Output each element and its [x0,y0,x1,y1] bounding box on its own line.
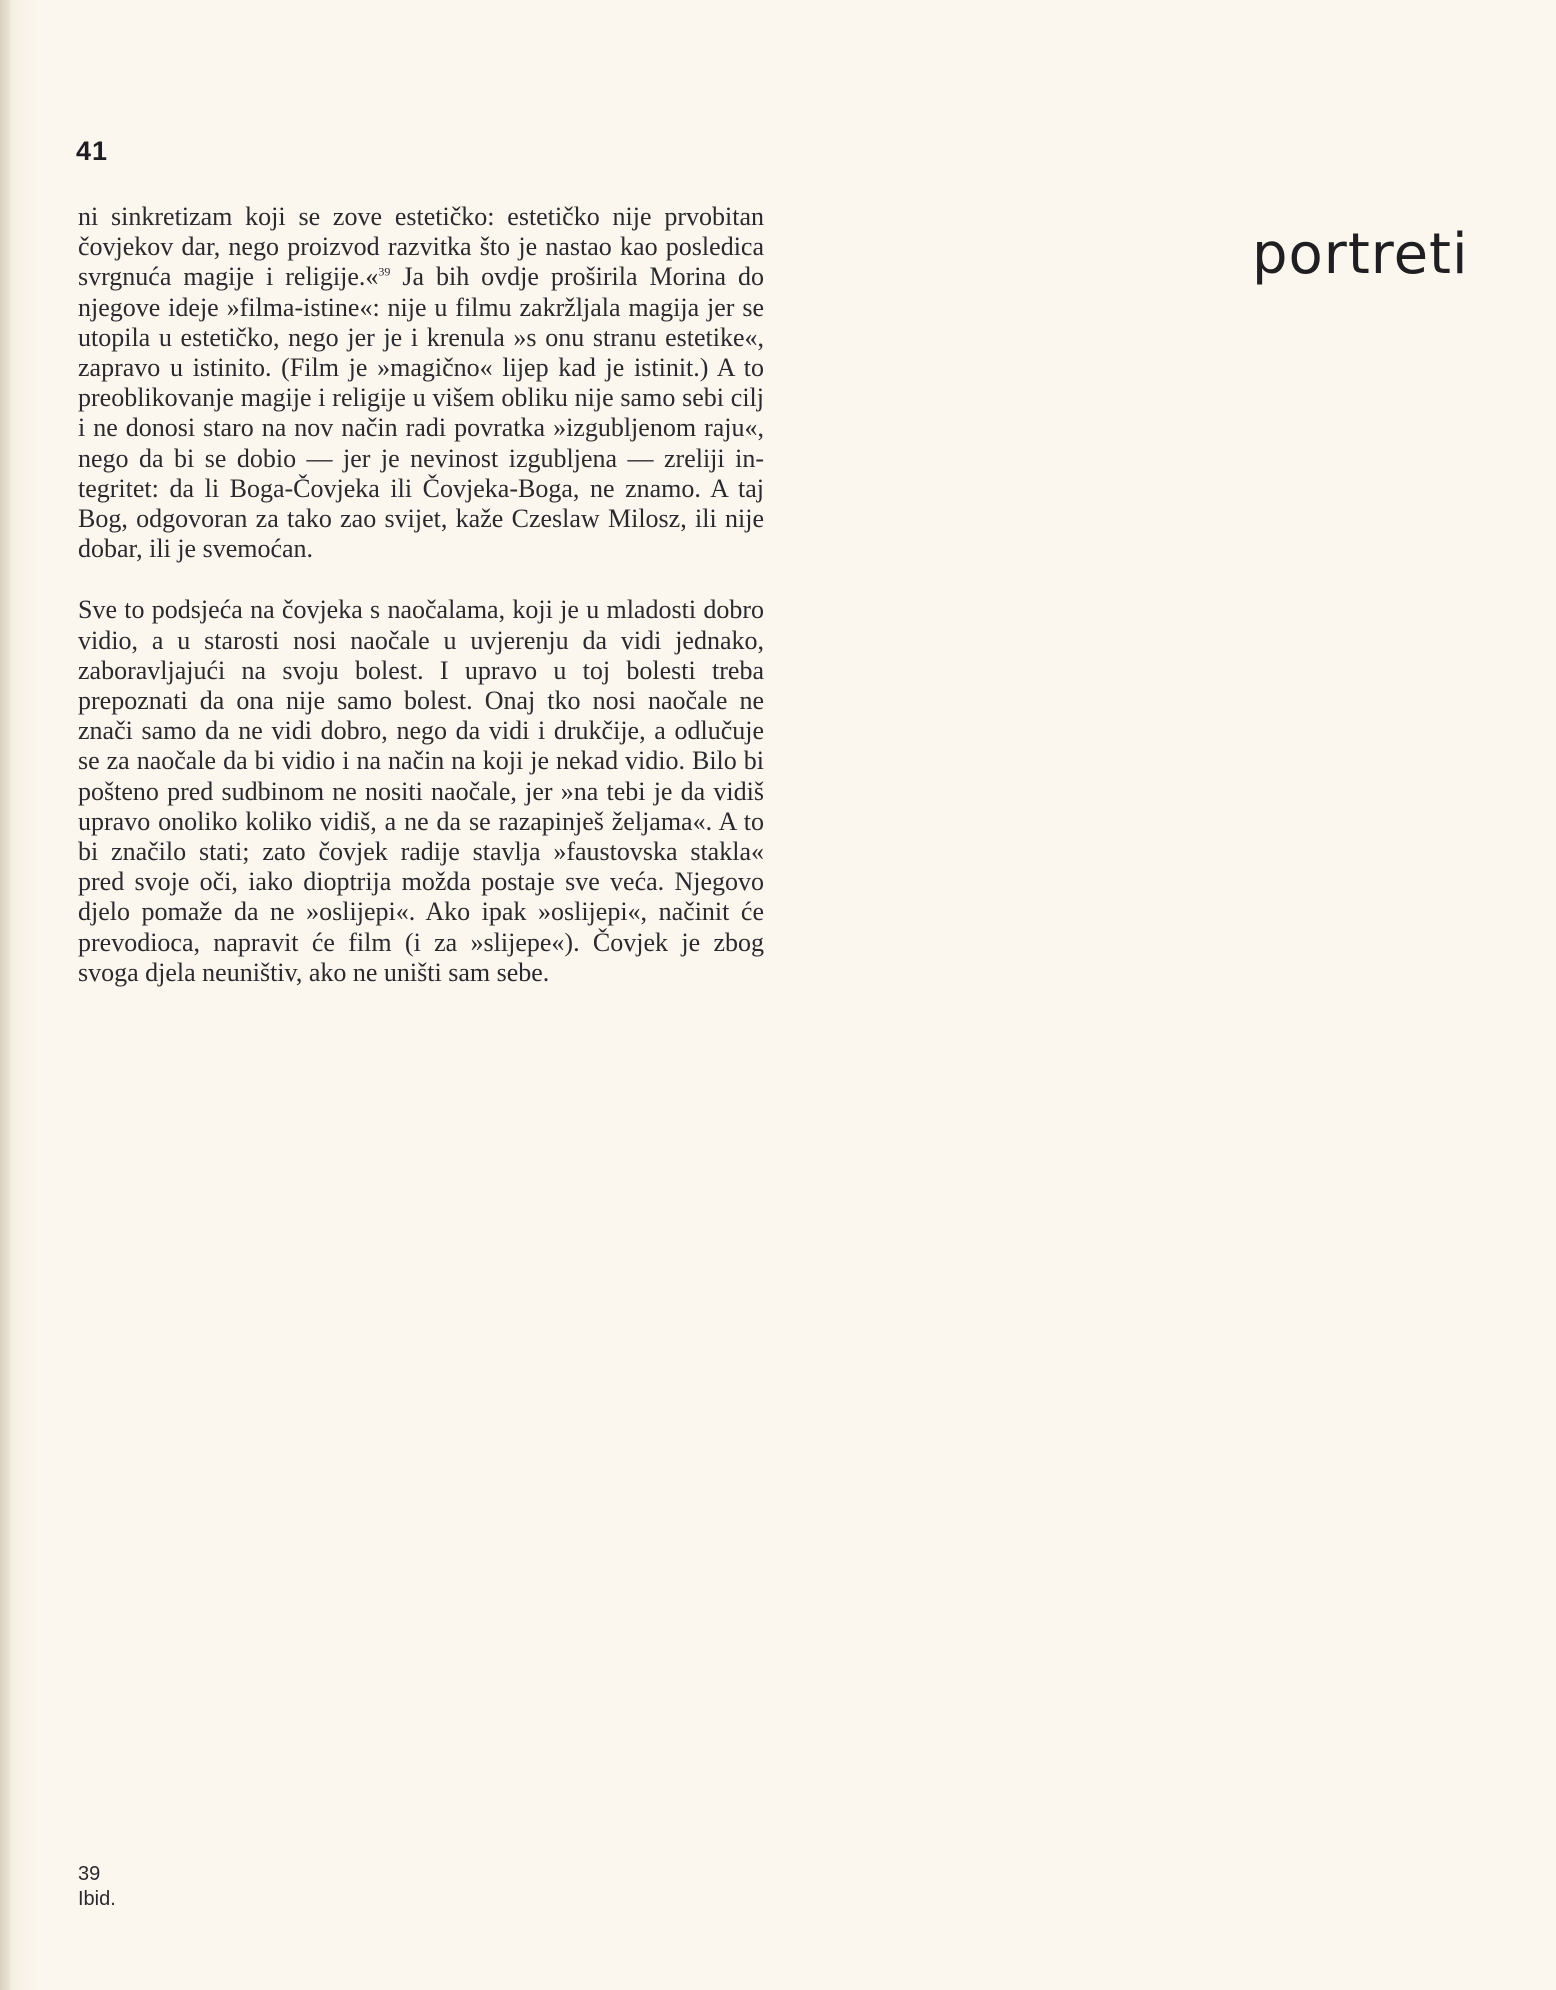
footnote-reference[interactable]: 39 [378,264,391,279]
footnote-text: Ibid. [78,1888,116,1910]
paragraph-1-text-start: ni sinkretizam koji se zove estetičko: estetičko nije prvobitan čovjekov dar, nego proizvod razvitka što je nastao kao posledica svrgnuća magije i religije.« [78,202,764,292]
paragraph-1-text-end: Ja bih ovdje proširila Morina do njegove ideje »filma-istine«: nije u filmu zakržljala magija jer se utopila u estetičko, nego jer je i krenula »s onu stranu estetike«, zapravo u istinito. (Film je »magično« lijep kad je istinit.) A to preoblikovanje magije i religije u višem obliku nije samo sebi cilj i ne donosi staro na nov način radi povratka »izgubljenom raju«, nego da bi se dobio — jer je nevinost izgubljena — zreliji integritet: da li Boga-Čovjeka ili Čovjeka-Boga, ne znamo. A taj Bog, odgovoran za tako zao svijet, kaže Czeslaw Milosz, ili nije dobar, ili je svemoćan. [78,262,764,564]
paragraph-1 [78,202,764,564]
footnote-number: 39 [78,1863,101,1885]
page-number: 41 [76,136,109,166]
section-title: portreti [1252,222,1469,287]
page-binding-edge [0,0,10,1990]
paragraph-2: Sve to podsjeća na čovjeka s naočalama, koji je u mladosti dobro vidio, a u starosti nosi naočale u uvjerenju da vidi jednako, zaboravljajući na svoju bolest. I upravo u toj bolesti treba prepoznati da ona nije samo bolest. Onaj tko nosi naočale ne znači samo da ne vidi dobro, nego da vidi i drukčije, a odlučuje se za naočale da bi vidio i na način na koji je nekad vidio. Bilo bi pošteno pred sudbinom ne nositi naočale, jer »na tebi je da vidiš upravo onoliko koliko vidiš, a ne da se razapinješ željama«. A to bi značilo stati; zato čovjek radije stavlja »faustovska stakla« pred svoje oči, iako dioptrija možda postaje sve veća. Njegovo djelo pomaže da ne »oslijepi«. Ako ipak »oslijepi«, načinit će prevodioca, napravit će film (i za »slijepe«). Čovjek je zbog svoga djela neuništiv, ako ne uništi sam sebe. [78,595,764,987]
footnote [78,1862,116,1912]
body-text [78,202,764,988]
